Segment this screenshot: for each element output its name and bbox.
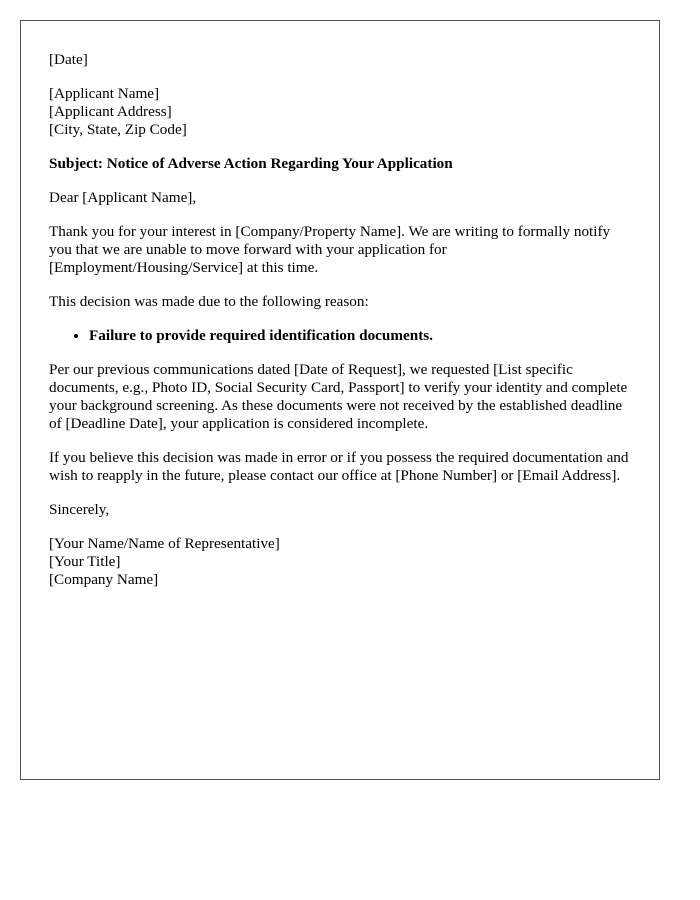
- letter-paragraph-intro: Thank you for your interest in [Company/Property Name]. We are writing to formally notify you that we are unable to move forward with your application for [Employment/Housing/Service] at this time.: [49, 223, 611, 276]
- letter-paragraph-details: Per our previous communications dated [Date of Request], we requested [List specific documents, e.g., Photo ID, Social Security Card, Passport] to verify your identity and complete your background screening. As these documents were not received by the established deadline of [Deadline Date], your application is considered incomplete.: [49, 361, 628, 432]
- letter-date: [Date]: [49, 51, 88, 68]
- signature-block: [49, 535, 631, 589]
- applicant-address-block: [49, 85, 631, 139]
- letter-subject: Subject: Notice of Adverse Action Regarding Your Application: [49, 155, 453, 172]
- letter-page: [20, 20, 660, 780]
- letter-paragraph-contact: If you believe this decision was made in error or if you possess the required documentation and wish to reapply in the future, please contact our office at [Phone Number] or [Email Address].: [49, 449, 629, 484]
- reason-item: • Failure to provide required identification documents.: [89, 327, 631, 345]
- reason-list: [49, 327, 631, 345]
- applicant-address: [Applicant Address]: [49, 103, 172, 120]
- letter-date-block: [49, 51, 631, 69]
- letter-salutation: Dear [Applicant Name],: [49, 189, 197, 206]
- applicant-city-state-zip: [City, State, Zip Code]: [49, 121, 187, 138]
- letter-closing: Sincerely,: [49, 501, 110, 518]
- signature-company: [Company Name]: [49, 571, 159, 588]
- applicant-name: [Applicant Name]: [49, 85, 160, 102]
- letter-paragraph-reason-intro: This decision was made due to the following reason:: [49, 293, 369, 310]
- signature-name: [Your Name/Name of Representative]: [49, 535, 280, 552]
- signature-title: [Your Title]: [49, 553, 121, 570]
